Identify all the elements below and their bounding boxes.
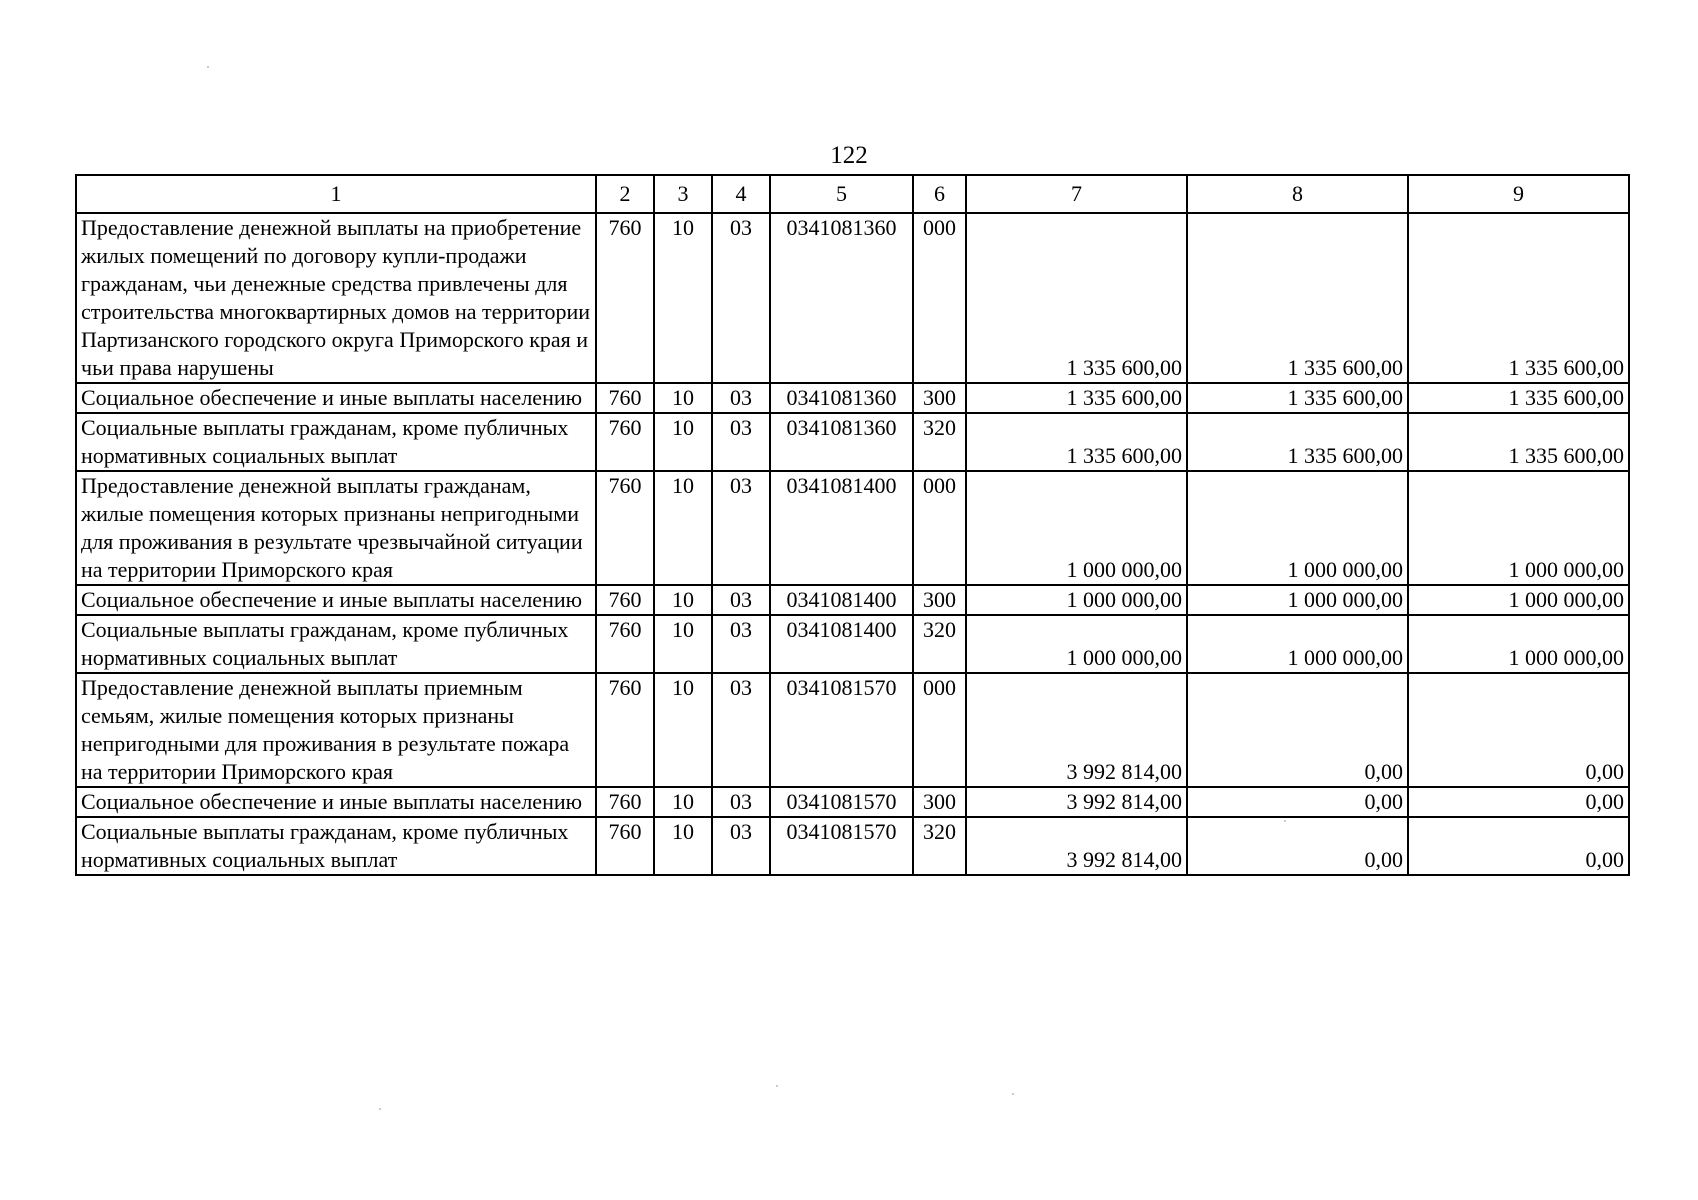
- table-row: [76, 615, 1629, 673]
- row-description: Социальные выплаты гражданам, кроме публичных нормативных социальных выплат: [76, 817, 596, 875]
- row-description: Предоставление денежной выплаты гражданам, жилые помещения которых признаны непригодными для проживания в результате чрезвычайной ситуации на территории Приморского края: [76, 471, 596, 585]
- code-cell: 760: [596, 213, 654, 383]
- code-cell: 10: [654, 787, 712, 817]
- code-cell: 10: [654, 213, 712, 383]
- row-description: Предоставление денежной выплаты на приобретение жилых помещений по договору купли-продажи гражданам, чьи денежные средства привлечены для строительства многоквартирных домов на территории Партизанского городского округа Приморского края и чьи права нарушены: [76, 213, 596, 383]
- code-cell: 03: [712, 673, 770, 787]
- amount-cell: 1 335 600,00: [1408, 213, 1629, 383]
- code-cell: 03: [712, 413, 770, 471]
- code-cell: 03: [712, 213, 770, 383]
- code-cell: 760: [596, 787, 654, 817]
- amount-cell: 1 335 600,00: [966, 383, 1187, 413]
- amount-cell: 1 000 000,00: [1408, 615, 1629, 673]
- column-header: 3: [654, 175, 712, 213]
- code-cell: 300: [913, 585, 966, 615]
- code-cell: 03: [712, 383, 770, 413]
- table-row: [76, 787, 1629, 817]
- budget-table: [75, 174, 1630, 876]
- code-cell: 760: [596, 383, 654, 413]
- table-row: [76, 817, 1629, 875]
- code-cell: 320: [913, 413, 966, 471]
- amount-cell: 3 992 814,00: [966, 673, 1187, 787]
- column-header: 5: [770, 175, 913, 213]
- code-cell: 000: [913, 471, 966, 585]
- code-cell: 03: [712, 585, 770, 615]
- code-cell: 300: [913, 787, 966, 817]
- column-header: 1: [76, 175, 596, 213]
- code-cell: 760: [596, 673, 654, 787]
- amount-cell: 1 000 000,00: [1408, 471, 1629, 585]
- code-cell: 0341081400: [770, 615, 913, 673]
- code-cell: 0341081400: [770, 471, 913, 585]
- row-description: Социальное обеспечение и иные выплаты населению: [76, 787, 596, 817]
- amount-cell: 1 335 600,00: [1187, 383, 1408, 413]
- column-header: 4: [712, 175, 770, 213]
- amount-cell: 1 335 600,00: [1408, 383, 1629, 413]
- row-description: Социальное обеспечение и иные выплаты населению: [76, 383, 596, 413]
- amount-cell: 1 000 000,00: [1187, 471, 1408, 585]
- code-cell: 0341081400: [770, 585, 913, 615]
- table-row: [76, 585, 1629, 615]
- code-cell: 10: [654, 413, 712, 471]
- row-description: Социальные выплаты гражданам, кроме публичных нормативных социальных выплат: [76, 615, 596, 673]
- table-row: [76, 673, 1629, 787]
- code-cell: 10: [654, 615, 712, 673]
- column-header: 2: [596, 175, 654, 213]
- amount-cell: 0,00: [1187, 787, 1408, 817]
- code-cell: 760: [596, 413, 654, 471]
- code-cell: 300: [913, 383, 966, 413]
- table-row: [76, 413, 1629, 471]
- page-number: 122: [830, 142, 868, 169]
- table-row: [76, 213, 1629, 383]
- amount-cell: 1 000 000,00: [1187, 585, 1408, 615]
- code-cell: 0341081570: [770, 817, 913, 875]
- amount-cell: 0,00: [1408, 787, 1629, 817]
- code-cell: 10: [654, 585, 712, 615]
- row-description: Социальное обеспечение и иные выплаты населению: [76, 585, 596, 615]
- row-description: Социальные выплаты гражданам, кроме публичных нормативных социальных выплат: [76, 413, 596, 471]
- code-cell: 03: [712, 787, 770, 817]
- column-header: 6: [913, 175, 966, 213]
- code-cell: 320: [913, 817, 966, 875]
- code-cell: 0341081360: [770, 383, 913, 413]
- amount-cell: 1 000 000,00: [966, 585, 1187, 615]
- code-cell: 0341081360: [770, 213, 913, 383]
- amount-cell: 1 000 000,00: [1408, 585, 1629, 615]
- amount-cell: 3 992 814,00: [966, 787, 1187, 817]
- table-row: [76, 471, 1629, 585]
- row-description: Предоставление денежной выплаты приемным семьям, жилые помещения которых признаны непригодными для проживания в результате пожара на территории Приморского края: [76, 673, 596, 787]
- amount-cell: 1 335 600,00: [966, 213, 1187, 383]
- code-cell: 10: [654, 471, 712, 585]
- amount-cell: 1 335 600,00: [1187, 413, 1408, 471]
- code-cell: 10: [654, 817, 712, 875]
- code-cell: 0341081570: [770, 787, 913, 817]
- code-cell: 760: [596, 471, 654, 585]
- code-cell: 03: [712, 471, 770, 585]
- column-header: 7: [966, 175, 1187, 213]
- code-cell: 03: [712, 817, 770, 875]
- amount-cell: 0,00: [1408, 817, 1629, 875]
- amount-cell: 1 000 000,00: [966, 615, 1187, 673]
- scan-speck: [207, 66, 209, 68]
- amount-cell: 1 335 600,00: [966, 413, 1187, 471]
- amount-cell: 1 000 000,00: [966, 471, 1187, 585]
- header-row: [76, 175, 1629, 213]
- amount-cell: 1 335 600,00: [1187, 213, 1408, 383]
- code-cell: 320: [913, 615, 966, 673]
- code-cell: 000: [913, 673, 966, 787]
- amount-cell: 1 000 000,00: [1187, 615, 1408, 673]
- table-row: [76, 383, 1629, 413]
- scan-speck: [1012, 1093, 1014, 1095]
- scan-speck: [1284, 820, 1286, 822]
- code-cell: 0341081570: [770, 673, 913, 787]
- code-cell: 760: [596, 615, 654, 673]
- amount-cell: 0,00: [1187, 817, 1408, 875]
- amount-cell: 1 335 600,00: [1408, 413, 1629, 471]
- code-cell: 760: [596, 585, 654, 615]
- scan-speck: [379, 1108, 381, 1110]
- amount-cell: 0,00: [1408, 673, 1629, 787]
- scan-speck: [776, 1085, 778, 1087]
- amount-cell: 3 992 814,00: [966, 817, 1187, 875]
- code-cell: 03: [712, 615, 770, 673]
- amount-cell: 0,00: [1187, 673, 1408, 787]
- column-header: 9: [1408, 175, 1629, 213]
- code-cell: 000: [913, 213, 966, 383]
- code-cell: 10: [654, 383, 712, 413]
- code-cell: 0341081360: [770, 413, 913, 471]
- column-header: 8: [1187, 175, 1408, 213]
- code-cell: 760: [596, 817, 654, 875]
- code-cell: 10: [654, 673, 712, 787]
